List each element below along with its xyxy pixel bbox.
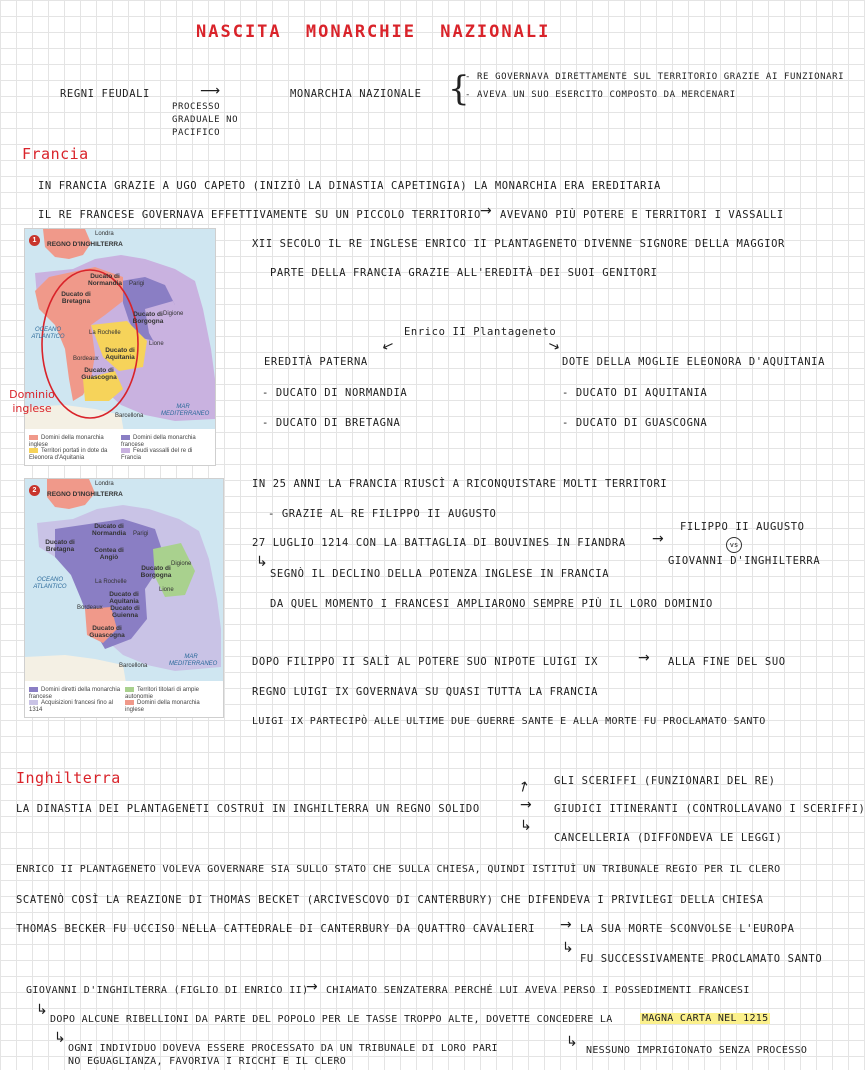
inghilterra-line-10: NESSUNO IMPRIGIONATO SENZA PROCESSO (586, 1045, 808, 1056)
map-label: MAR MEDITERRANEO (169, 654, 218, 667)
right-arrow-icon: ⟶ (200, 83, 221, 99)
hook-arrow-icon: ↳ (54, 1030, 66, 1046)
map-label: Digione (163, 311, 184, 317)
vs-top: FILIPPO II AUGUSTO (680, 521, 805, 533)
hook-arrow-icon: ↳ (256, 554, 268, 570)
francia-line-1: IN FRANCIA GRAZIE A UGO CAPETO (INIZIÒ LA DINASTIA CAPETINGIA) LA MONARCHIA ERA EREDITARIA (38, 180, 661, 192)
francia-p3: 27 LUGLIO 1214 CON LA BATTAGLIA DI BOUVINES IN FIANDRA (252, 537, 626, 549)
inghilterra-line-8: OGNI INDIVIDUO DOVEVA ESSERE PROCESSATO DA UN TRIBUNALE DI LORO PARI (68, 1043, 498, 1054)
brace-icon: { (448, 69, 470, 109)
right-arrow-icon: → (652, 531, 664, 547)
map-label: Ducato di Borgogna (140, 565, 172, 579)
inghilterra-line-6b: CHIAMATO SENZATERRA PERCHÉ LUI AVEVA PERSO I POSSEDIMENTI FRANCESI (326, 985, 750, 996)
page-title: NASCITA MONARCHIE NAZIONALI (196, 22, 551, 42)
magna-carta-highlight: MAGNA CARTA NEL 1215 (642, 1013, 769, 1024)
francia-p7: REGNO LUIGI IX GOVERNAVA SU QUASI TUTTA LA FRANCIA (252, 686, 599, 698)
map-label: Ducato di Bretagna (45, 539, 75, 553)
francia-line-4: PARTE DELLA FRANCIA GRAZIE ALL'EREDITÀ DEI SUOI GENITORI (270, 267, 658, 279)
legend-item: Domini della monarchia inglese (29, 435, 104, 449)
map-label: Ducato di Normandia (92, 523, 126, 537)
map-label: La Rochelle (95, 579, 127, 585)
francia-p6: DOPO FILIPPO II SALÌ AL POTERE SUO NIPOTE LUIGI IX (252, 656, 599, 668)
inghilterra-b1: GLI SCERIFFI (FUNZIONARI DEL RE) (554, 775, 776, 787)
map-label: Barcellona (119, 663, 148, 669)
francia-line-2: IL RE FRANCESE GOVERNAVA EFFETTIVAMENTE SU UN PICCOLO TERRITORIO (38, 209, 481, 221)
francia-p2: - GRAZIE AL RE FILIPPO II AUGUSTO (268, 508, 497, 520)
hook-arrow-icon: ↳ (36, 1002, 48, 1018)
legend-item: Domini diretti della monarchia francese (29, 687, 121, 701)
monarchia-nazionale: MONARCHIA NAZIONALE (290, 88, 422, 100)
map-label: Contea di Angiò (94, 547, 124, 561)
map-label: Ducato di Guienna (110, 605, 140, 619)
map-label: REGNO D'INGHILTERRA (47, 241, 123, 248)
map-label: Londra (95, 231, 114, 237)
intro-point-2: - AVEVA UN SUO ESERCITO COMPOSTO DA MERCENARI (465, 90, 736, 100)
inghilterra-b2: GIUDICI ITINERANTI (CONTROLLAVANO I SCERIFFI) (554, 803, 865, 815)
map-label: MAR MEDITERRANEO (161, 404, 210, 417)
arrow-label: PROCESSO GRADUALE NO PACIFICO (172, 102, 239, 138)
francia-p4: SEGNÒ IL DECLINO DELLA POTENZA INGLESE IN FRANCIA (270, 568, 610, 580)
map-label: Ducato di Aquitania (109, 591, 139, 605)
down-left-arrow-icon: ↙ (379, 336, 397, 356)
hook-arrow-icon: ↳ (562, 940, 574, 956)
map-label: Lione (149, 341, 164, 347)
right-arrow-icon: → (306, 979, 318, 995)
dote-item-2: - DUCATO DI GUASCOGNA (562, 417, 708, 429)
eredita-item-2: - DUCATO DI BRETAGNA (262, 417, 401, 429)
map-number-badge: 1 (29, 235, 40, 246)
map-label: Bordeaux (73, 356, 99, 362)
map-label: REGNO D'INGHILTERRA (47, 491, 123, 498)
enrico-ii: Enrico II Plantageneto (404, 326, 557, 338)
map-label: Londra (95, 481, 114, 487)
legend-item: Territori portati in dote da Eleonora d'Aquitania (29, 448, 108, 462)
legend-item: Domini della monarchia francese (121, 435, 196, 449)
inghilterra-line-5: FU SUCCESSIVAMENTE PROCLAMATO SANTO (580, 953, 823, 965)
intro-point-1: - RE GOVERNAVA DIRETTAMENTE SUL TERRITORIO GRAZIE AI FUNZIONARI (465, 72, 845, 82)
francia-heading: Francia (22, 145, 89, 163)
map-label: Ducato di Guascogna (81, 367, 117, 381)
francia-p1: IN 25 ANNI LA FRANCIA RIUSCÌ A RICONQUISTARE MOLTI TERRITORI (252, 478, 668, 490)
right-arrow-icon: → (560, 917, 572, 933)
hook-arrow-icon: ↳ (520, 818, 532, 834)
map-france-2 (24, 478, 224, 718)
legend-item: Territori titolari di ampie autonomie (125, 687, 200, 701)
map-number-badge: 2 (29, 485, 40, 496)
map-label: Lione (159, 587, 174, 593)
map-label: OCEANO ATLANTICO (31, 327, 65, 340)
map-label: Barcellona (115, 413, 144, 419)
inghilterra-line-4b: LA SUA MORTE SCONVOLSE L'EUROPA (580, 923, 795, 935)
map-label: La Rochelle (89, 330, 121, 336)
inghilterra-heading: Inghilterra (16, 769, 121, 787)
francia-p8: LUIGI IX PARTECIPÒ ALLE ULTIME DUE GUERRE SANTE E ALLA MORTE FU PROCLAMATO SANTO (252, 716, 766, 727)
inghilterra-line-2: ENRICO II PLANTAGENETO VOLEVA GOVERNARE SIA SULLO STATO CHE SULLA CHIESA, QUINDI ISTITUÌ UN TRIBUNALE REGIO PER IL CLERO (16, 864, 781, 875)
dominio-inglese-note: Dominio inglese (9, 388, 55, 415)
legend-item: Feudi vassalli del re di Francia (121, 448, 193, 462)
legend-item: Acquisizioni francesi fino al 1314 (29, 700, 114, 714)
francia-line-3: XII SECOLO IL RE INGLESE ENRICO II PLANTAGENETO DIVENNE SIGNORE DELLA MAGGIOR (252, 238, 785, 250)
dote-item-1: - DUCATO DI AQUITANIA (562, 387, 708, 399)
dote-title: DOTE DELLA MOGLIE ELEONORA D'AQUITANIA (562, 356, 826, 368)
hook-arrow-icon: ↳ (566, 1034, 578, 1050)
map-label: Bordeaux (77, 605, 103, 611)
francia-p6b: ALLA FINE DEL SUO (668, 656, 786, 668)
inghilterra-line-6: GIOVANNI D'INGHILTERRA (FIGLIO DI ENRICO II) (26, 985, 309, 996)
map-label: Digione (171, 561, 192, 567)
inghilterra-b3: CANCELLERIA (DIFFONDEVA LE LEGGI) (554, 832, 783, 844)
right-arrow-icon: → (638, 650, 650, 666)
inghilterra-line-9: NO EGUAGLIANZA, FAVORIVA I RICCHI E IL CLERO (68, 1056, 347, 1067)
up-right-arrow-icon: ↗ (514, 777, 533, 797)
legend-item: Domini della monarchia inglese (125, 700, 200, 714)
eredita-title: EREDITÀ PATERNA (264, 356, 368, 368)
francia-p5: DA QUEL MOMENTO I FRANCESI AMPLIARONO SEMPRE PIÙ IL LORO DOMINIO (270, 598, 713, 610)
regni-feudali: REGNI FEUDALI (60, 88, 150, 100)
map-france-1 (24, 228, 216, 466)
right-arrow-icon: → (480, 203, 492, 219)
francia-line-2b: AVEVANO PIÙ POTERE E TERRITORI I VASSALLI (500, 209, 784, 221)
map-label: Ducato di Normandia (88, 273, 122, 287)
map-label: Ducato di Bretagna (61, 291, 91, 305)
map-label: Ducato di Borgogna (132, 311, 164, 325)
map-label: Parigi (133, 531, 149, 537)
map-label: Parigi (129, 281, 145, 287)
inghilterra-line-3: SCATENÒ COSÌ LA REAZIONE DI THOMAS BECKET (ARCIVESCOVO DI CANTERBURY) CHE DIFENDEVA I PRIVILEGI DELLA CHIESA (16, 894, 764, 906)
inghilterra-line-7: DOPO ALCUNE RIBELLIONI DA PARTE DEL POPOLO PER LE TASSE TROPPO ALTE, DOVETTE CONCEDERE LA (50, 1014, 613, 1025)
right-arrow-icon: → (520, 797, 532, 813)
down-right-arrow-icon: ↘ (545, 336, 563, 356)
vs-badge: vs (726, 537, 742, 553)
inghilterra-line-1: LA DINASTIA DEI PLANTAGENETI COSTRUÌ IN INGHILTERRA UN REGNO SOLIDO (16, 803, 480, 815)
map-label: OCEANO ATLANTICO (33, 577, 67, 590)
map-label: Ducato di Guascogna (89, 625, 125, 639)
eredita-item-1: - DUCATO DI NORMANDIA (262, 387, 408, 399)
vs-bottom: GIOVANNI D'INGHILTERRA (668, 555, 821, 567)
inghilterra-line-4: THOMAS BECKER FU UCCISO NELLA CATTEDRALE DI CANTERBURY DA QUATTRO CAVALIERI (16, 923, 536, 935)
map-label: Ducato di Aquitania (105, 347, 135, 361)
